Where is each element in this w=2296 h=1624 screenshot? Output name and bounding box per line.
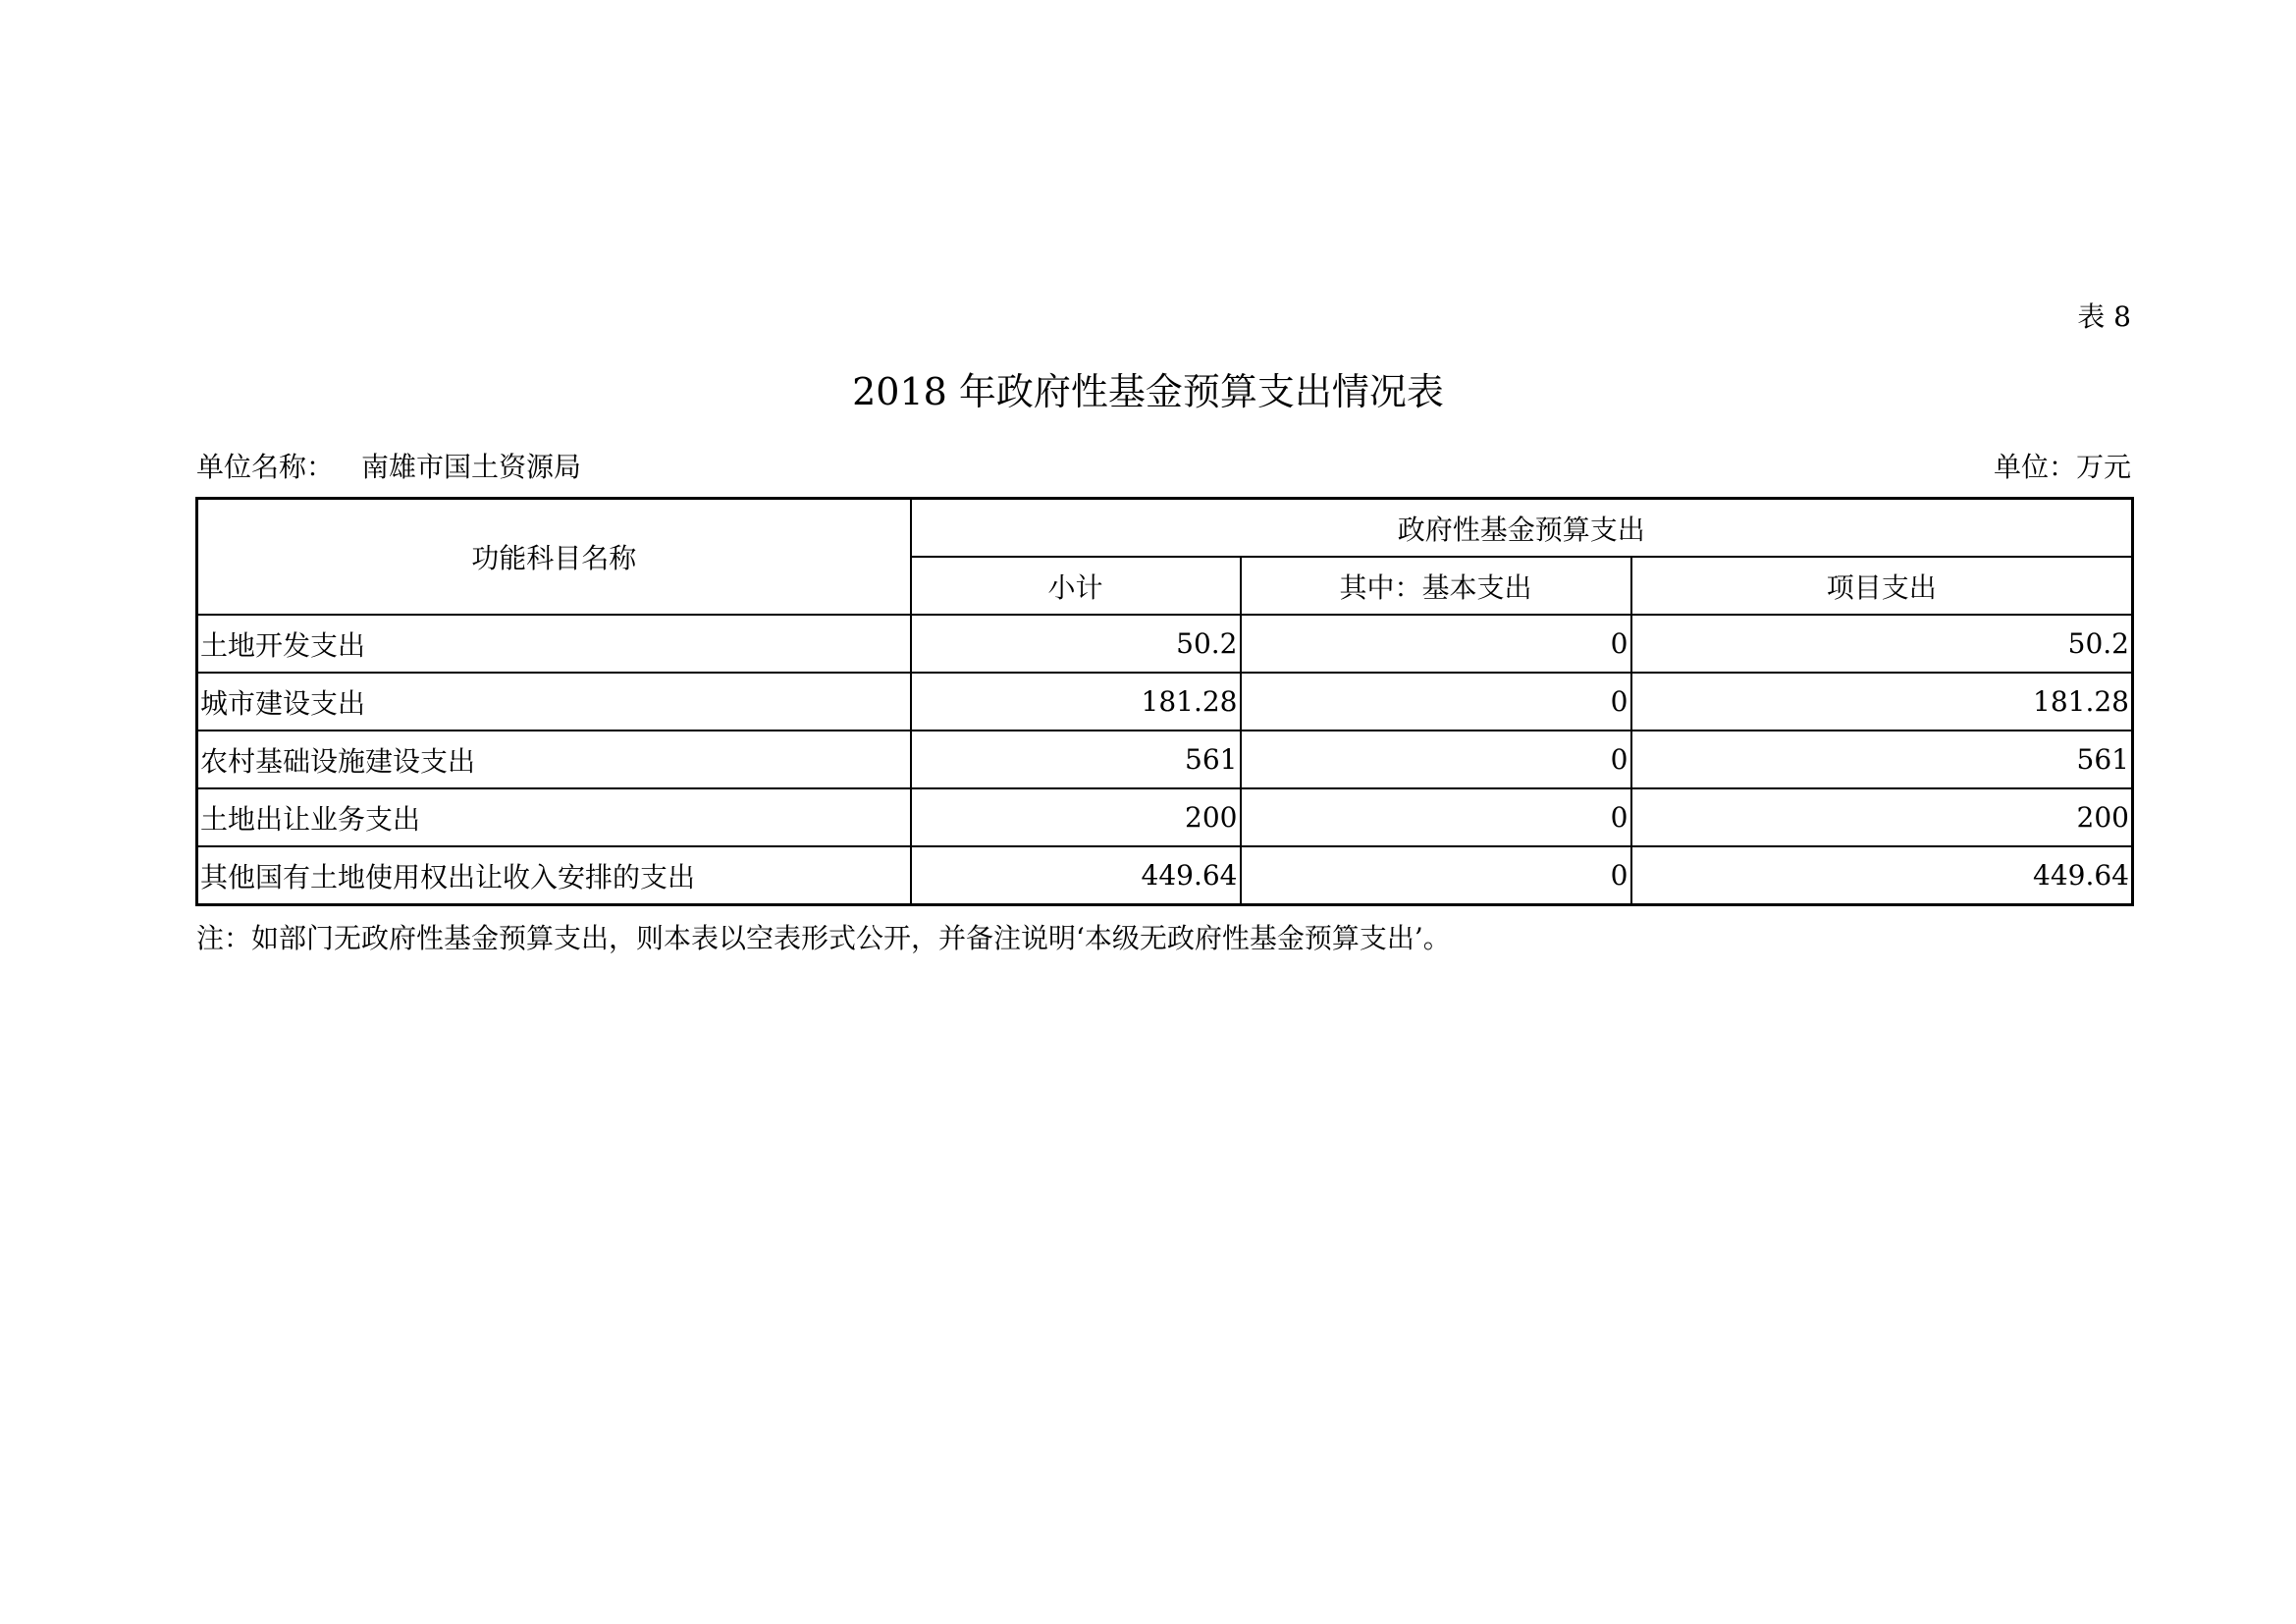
unit-name-value: 南雄市国土资源局: [361, 451, 582, 483]
header-fund-expenditure: 政府性基金预算支出: [911, 499, 2133, 558]
row-basic: 0: [1241, 673, 1631, 731]
header-subtotal: 小计: [911, 557, 1241, 615]
row-subtotal: 200: [911, 788, 1241, 846]
table-row: [197, 731, 2133, 788]
table-row: [197, 615, 2133, 673]
row-name: 农村基础设施建设支出: [197, 731, 911, 788]
header-project-expenditure: 项目支出: [1631, 557, 2133, 615]
header-basic-expenditure: 其中：基本支出: [1241, 557, 1631, 615]
row-basic: 0: [1241, 846, 1631, 905]
row-name: 城市建设支出: [197, 673, 911, 731]
row-basic: 0: [1241, 731, 1631, 788]
budget-table: [195, 497, 2134, 906]
row-subtotal: 181.28: [911, 673, 1241, 731]
table-row: [197, 846, 2133, 905]
page-title: 2018 年政府性基金预算支出情况表: [852, 370, 1444, 413]
table-row: [197, 788, 2133, 846]
row-project: 561: [1631, 731, 2133, 788]
row-name: 其他国有土地使用权出让收入安排的支出: [197, 846, 911, 905]
row-subtotal: 561: [911, 731, 1241, 788]
row-basic: 0: [1241, 615, 1631, 673]
currency-unit: 单位：万元: [1993, 451, 2131, 483]
unit-name-label: 单位名称：: [196, 451, 335, 483]
unit-name-line: [196, 450, 581, 485]
row-subtotal: 449.64: [911, 846, 1241, 905]
row-project: 181.28: [1631, 673, 2133, 731]
row-project: 449.64: [1631, 846, 2133, 905]
row-subtotal: 50.2: [911, 615, 1241, 673]
header-row-top: [197, 499, 2133, 558]
row-name: 土地出让业务支出: [197, 788, 911, 846]
row-project: 50.2: [1631, 615, 2133, 673]
header-function-name: 功能科目名称: [197, 499, 911, 616]
row-project: 200: [1631, 788, 2133, 846]
row-basic: 0: [1241, 788, 1631, 846]
table-row: [197, 673, 2133, 731]
table-number-label: 表 8: [2077, 300, 2131, 333]
row-name: 土地开发支出: [197, 615, 911, 673]
footnote: 注：如部门无政府性基金预算支出，则本表以空表形式公开，并备注说明‘本级无政府性基金预算支出’。: [196, 922, 1451, 954]
